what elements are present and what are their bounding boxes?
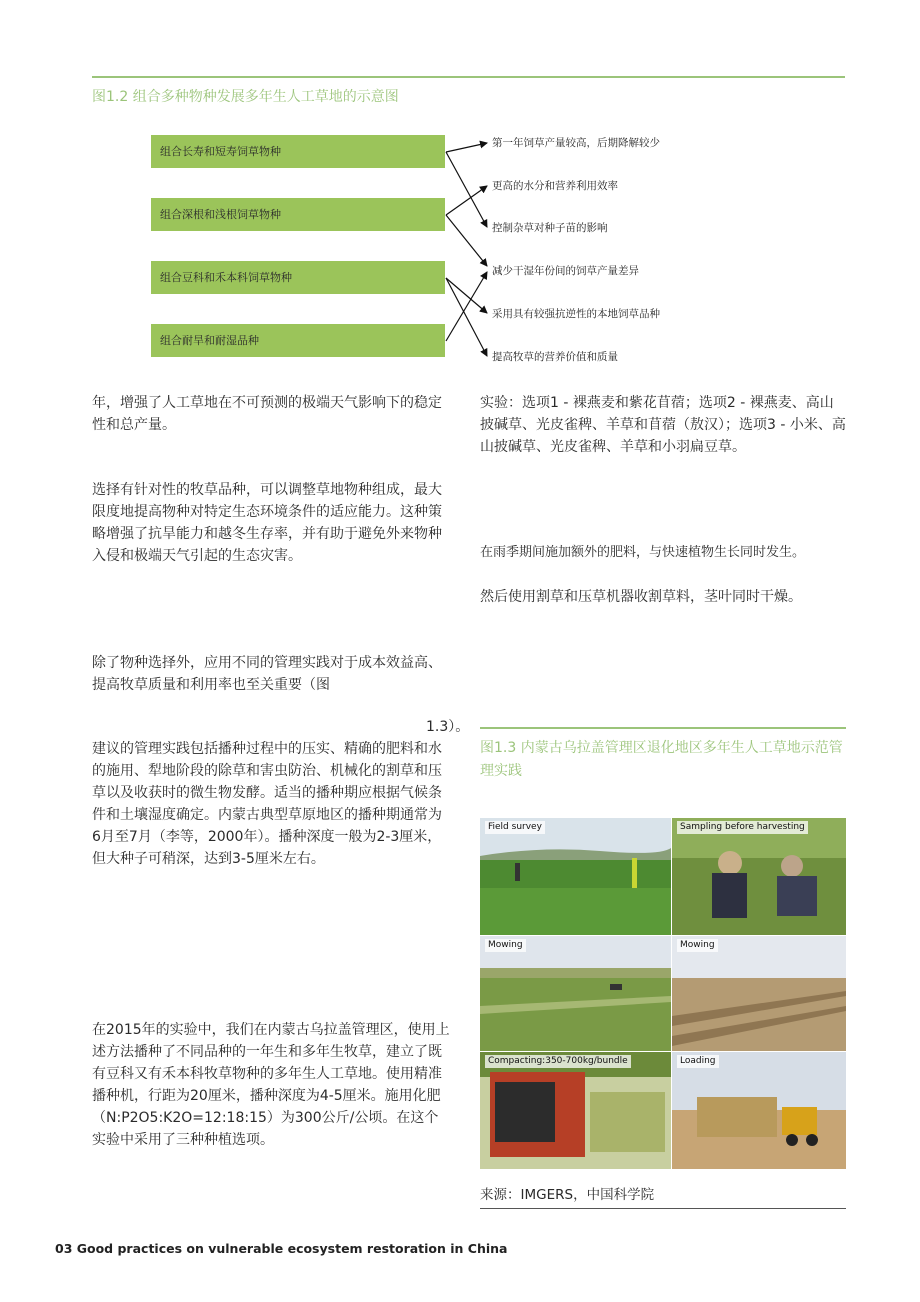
photo-compacting [480, 1052, 671, 1169]
photo-sampling [672, 818, 846, 935]
diagram-outcome-1: 第一年饲草产量较高，后期降解较少 [492, 137, 660, 149]
left-paragraph-3: 除了物种选择外，应用不同的管理实践对于成本效益高、提高牧草质量和利用率也至关重要（图 [92, 655, 442, 693]
diagram-outcome-5: 采用具有较强抗逆性的本地饲草品种 [492, 308, 660, 320]
right-paragraph-1: 实验：选项1 - 裸燕麦和紫花苜蓿；选项2 - 裸燕麦、高山披碱草、光皮雀稗、羊草和苜蓿（敖汉）；选项3 - 小米、高山披碱草、光皮雀稗、羊草和小羽扁豆草。 [480, 395, 846, 455]
photo-label-compacting: Compacting:350-700kg/bundle [485, 1055, 631, 1068]
figure-1-2-caption: 图1.2 组合多种物种发展多年生人工草地的示意图 [92, 89, 399, 105]
arrow-lifespan-to-yield [446, 143, 487, 152]
diagram-outcome-2: 更高的水分和营养利用效率 [492, 180, 618, 192]
arrow-roots-to-variance [446, 215, 487, 266]
page-footer: 03 Good practices on vulnerable ecosystem restoration in China [55, 1241, 508, 1256]
photo-label-loading: Loading [677, 1055, 719, 1068]
figure-1-3-rule [480, 727, 846, 729]
left-paragraph-2: 选择有针对性的牧草品种，可以调整草地物种组成，最大限度地提高物种对特定生态环境条件的适应能力。这种策略增强了抗旱能力和越冬生存率，并有助于避免外来物种入侵和极端天气引起的生态灾害。 [92, 482, 442, 564]
diagram-box-roots: 组合深根和浅根饲草物种 [151, 198, 445, 231]
arrow-lifespan-to-weed [446, 152, 487, 227]
diagram-box-drought-wet: 组合耐旱和耐湿品种 [151, 324, 445, 357]
right-paragraph-2: 在雨季期间施加额外的肥料，与快速植物生长同时发生。 [480, 545, 806, 560]
diagram-outcome-4: 减少干湿年份间的饲草产量差异 [492, 265, 639, 277]
top-rule [92, 76, 845, 78]
diagram-box-lifespan: 组合长寿和短寿饲草物种 [151, 135, 445, 168]
right-paragraph-3: 然后使用割草和压草机器收割草料，茎叶同时干燥。 [480, 589, 802, 605]
photo-label-sampling: Sampling before harvesting [677, 821, 808, 834]
photo-label-mowing-1: Mowing [485, 939, 526, 952]
photo-mowing-1 [480, 936, 671, 1051]
photo-loading [672, 1052, 846, 1169]
diagram-outcome-6: 提高牧草的营养价值和质量 [492, 351, 618, 363]
left-paragraph-4: 建议的管理实践包括播种过程中的压实、精确的肥料和水的施用、犁地阶段的除草和害虫防治、机械化的割草和压草以及收获时的微生物发酵。适当的播种期应根据气候条件和土壤湿度确定。内蒙古典型草原地区的播种期通常为6月至7月（李等，2000年）。播种深度一般为2-3厘米，但大种子可稍深，达到3-5厘米左右。 [92, 741, 442, 867]
figure-1-3-caption: 图1.3 内蒙古乌拉盖管理区退化地区多年生人工草地示范管理实践 [480, 740, 843, 779]
arrow-legume-to-quality [446, 278, 487, 356]
photo-mowing-2 [672, 936, 846, 1051]
photo-label-mowing-2: Mowing [677, 939, 718, 952]
diagram-outcome-3: 控制杂草对种子苗的影响 [492, 222, 608, 234]
left-paragraph-5: 在2015年的实验中，我们在内蒙古乌拉盖管理区，使用上述方法播种了不同品种的一年生和多年生牧草，建立了既有豆科又有禾本科牧草物种的多年生人工草地。使用精准播种机，行距为20厘米，播种深度为4-5厘米。施用化肥（N:P2O5:K2O=12:18:15）为300公斤/公顷。在这个实验中采用了三种种植选项。 [92, 1022, 450, 1148]
left-paragraph-3-tail: 1.3）。 [426, 719, 470, 735]
arrow-drought-to-variance [446, 272, 487, 341]
diagram-box-legume-grass: 组合豆科和禾本科饲草物种 [151, 261, 445, 294]
photo-field-survey [480, 818, 671, 935]
figure-1-3-source: 来源：IMGERS，中国科学院 [480, 1184, 846, 1209]
arrow-legume-to-resilient [446, 278, 487, 313]
arrow-roots-to-efficiency [446, 186, 487, 215]
left-paragraph-1: 年，增强了人工草地在不可预测的极端天气影响下的稳定性和总产量。 [92, 395, 442, 433]
photo-label-field-survey: Field survey [485, 821, 545, 834]
